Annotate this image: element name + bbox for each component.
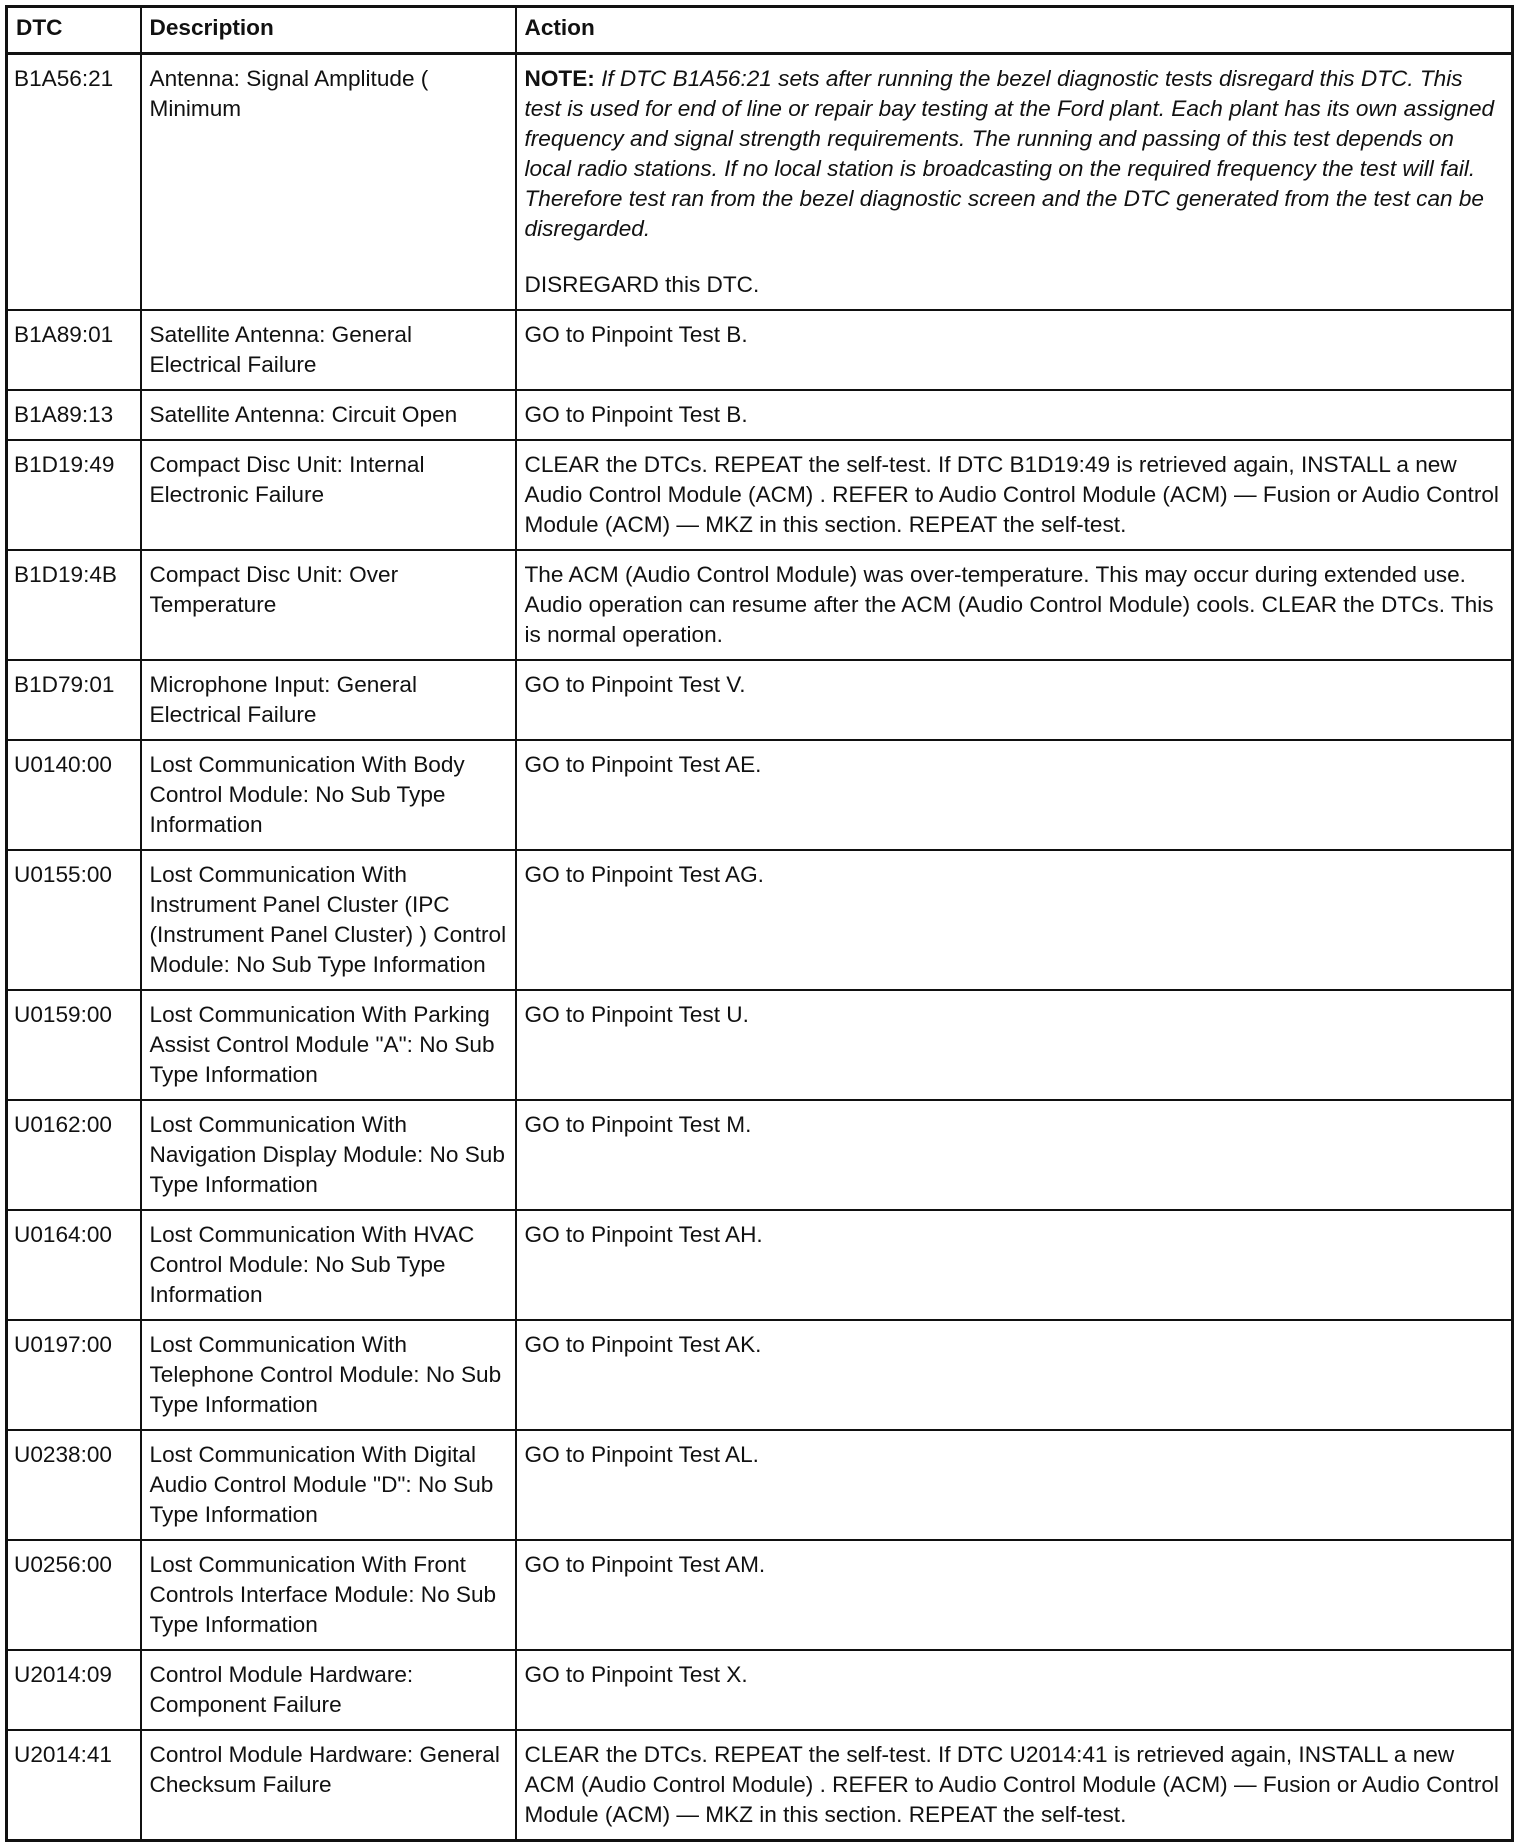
action-text: DISREGARD this DTC. [524, 272, 760, 297]
action-cell: CLEAR the DTCs. REPEAT the self-test. If DTC B1D19:49 is retrieved again, INSTALL a new Audio Control Module (ACM) . REFER to Audio Control Module (ACM) — Fusion or Audio Control Module (ACM) — MKZ in this section. REPEAT the self-test. [516, 440, 1513, 550]
table-row [7, 1100, 1513, 1210]
description-cell: Lost Communication With Body Control Module: No Sub Type Information [141, 740, 516, 850]
table-row [7, 1320, 1513, 1430]
action-cell: GO to Pinpoint Test B. [516, 390, 1513, 440]
description-cell: Microphone Input: General Electrical Failure [141, 660, 516, 740]
dtc-code-cell: U2014:41 [7, 1730, 141, 1841]
dtc-code-cell: U0197:00 [7, 1320, 141, 1430]
dtc-code-cell: B1D79:01 [7, 660, 141, 740]
action-cell: GO to Pinpoint Test U. [516, 990, 1513, 1100]
table-row [7, 550, 1513, 660]
action-cell: GO to Pinpoint Test AL. [516, 1430, 1513, 1540]
description-cell: Control Module Hardware: Component Failure [141, 1650, 516, 1730]
column-header-dtc: DTC [7, 7, 141, 54]
description-cell: Control Module Hardware: General Checksum Failure [141, 1730, 516, 1841]
description-cell: Lost Communication With Digital Audio Control Module "D": No Sub Type Information [141, 1430, 516, 1540]
table-row [7, 850, 1513, 990]
description-cell: Lost Communication With HVAC Control Module: No Sub Type Information [141, 1210, 516, 1320]
table-header-row [7, 7, 1513, 54]
action-cell: GO to Pinpoint Test AG. [516, 850, 1513, 990]
table-row [7, 660, 1513, 740]
dtc-code-cell: B1A89:01 [7, 310, 141, 390]
dtc-table [5, 5, 1514, 1842]
table-row [7, 990, 1513, 1100]
column-header-description: Description [141, 7, 516, 54]
table-body [7, 54, 1513, 1841]
table-row [7, 1650, 1513, 1730]
action-cell: The ACM (Audio Control Module) was over-temperature. This may occur during extended use. Audio operation can resume after the ACM (Audio Control Module) cools. CLEAR the DTCs. This is normal operation. [516, 550, 1513, 660]
dtc-code-cell: B1A89:13 [7, 390, 141, 440]
action-cell: GO to Pinpoint Test V. [516, 660, 1513, 740]
dtc-code-cell: B1D19:4B [7, 550, 141, 660]
action-cell: GO to Pinpoint Test AE. [516, 740, 1513, 850]
description-cell: Lost Communication With Front Controls Interface Module: No Sub Type Information [141, 1540, 516, 1650]
table-row [7, 1540, 1513, 1650]
dtc-code-cell: U0162:00 [7, 1100, 141, 1210]
action-cell: GO to Pinpoint Test X. [516, 1650, 1513, 1730]
table-row [7, 310, 1513, 390]
description-cell: Antenna: Signal Amplitude ( Minimum [141, 54, 516, 311]
note-paragraph [525, 64, 1504, 244]
dtc-code-cell: B1D19:49 [7, 440, 141, 550]
dtc-code-cell: U0140:00 [7, 740, 141, 850]
table-row [7, 390, 1513, 440]
table-row [7, 54, 1513, 311]
action-cell: GO to Pinpoint Test AK. [516, 1320, 1513, 1430]
description-cell: Satellite Antenna: General Electrical Failure [141, 310, 516, 390]
action-cell [516, 54, 1513, 311]
note-label: NOTE: [524, 66, 595, 91]
description-cell: Lost Communication With Parking Assist Control Module "A": No Sub Type Information [141, 990, 516, 1100]
dtc-code-cell: U0155:00 [7, 850, 141, 990]
document-page [5, 5, 1511, 1842]
dtc-code-cell: U0238:00 [7, 1430, 141, 1540]
description-cell: Lost Communication With Instrument Panel Cluster (IPC (Instrument Panel Cluster) ) Control Module: No Sub Type Information [141, 850, 516, 990]
table-row [7, 440, 1513, 550]
table-row [7, 1430, 1513, 1540]
dtc-code-cell: U2014:09 [7, 1650, 141, 1730]
action-cell: GO to Pinpoint Test AM. [516, 1540, 1513, 1650]
dtc-code-cell: U0159:00 [7, 990, 141, 1100]
note-text: If DTC B1A56:21 sets after running the bezel diagnostic tests disregard this DTC. This test is used for end of line or repair bay testing at the Ford plant. Each plant has its own assigned frequency and signal strength requirements. The running and passing of this test depends on local radio stations. If no local station is broadcasting on the required frequency the test will fail. Therefore test ran from the bezel diagnostic screen and the DTC generated from the test can be disregarded. [524, 66, 1495, 241]
action-cell: GO to Pinpoint Test AH. [516, 1210, 1513, 1320]
action-cell: GO to Pinpoint Test B. [516, 310, 1513, 390]
description-cell: Lost Communication With Navigation Display Module: No Sub Type Information [141, 1100, 516, 1210]
table-row [7, 1210, 1513, 1320]
description-cell: Compact Disc Unit: Over Temperature [141, 550, 516, 660]
action-cell: GO to Pinpoint Test M. [516, 1100, 1513, 1210]
dtc-code-cell: U0164:00 [7, 1210, 141, 1320]
table-row [7, 740, 1513, 850]
description-cell: Lost Communication With Telephone Control Module: No Sub Type Information [141, 1320, 516, 1430]
description-cell: Compact Disc Unit: Internal Electronic Failure [141, 440, 516, 550]
dtc-code-cell: B1A56:21 [7, 54, 141, 311]
description-cell: Satellite Antenna: Circuit Open [141, 390, 516, 440]
dtc-code-cell: U0256:00 [7, 1540, 141, 1650]
table-row [7, 1730, 1513, 1841]
action-cell: CLEAR the DTCs. REPEAT the self-test. If DTC U2014:41 is retrieved again, INSTALL a new ACM (Audio Control Module) . REFER to Audio Control Module (ACM) — Fusion or Audio Control Module (ACM) — MKZ in this section. REPEAT the self-test. [516, 1730, 1513, 1841]
column-header-action: Action [516, 7, 1513, 54]
